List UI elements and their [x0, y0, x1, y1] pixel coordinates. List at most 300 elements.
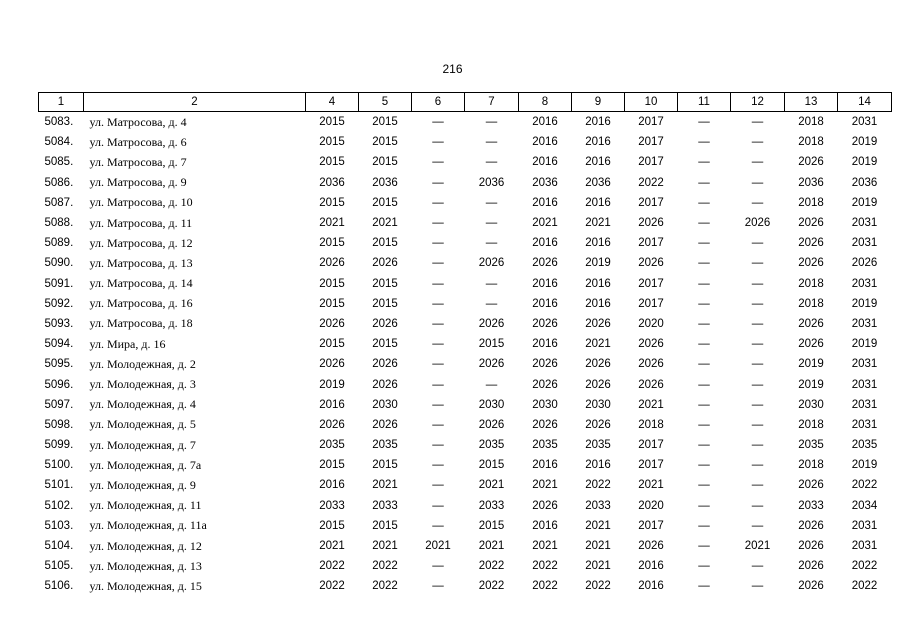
year-cell: 2016	[585, 237, 611, 250]
year-cell: 2015	[319, 277, 345, 290]
year-cell: 2026	[585, 358, 611, 371]
address-cell: ул. Молодежная, д. 7а	[89, 457, 202, 472]
year-cell: 2016	[532, 297, 558, 310]
year-cell: —	[751, 237, 764, 250]
year-cell: 2017	[638, 439, 664, 452]
address-cell: ул. Молодежная, д. 3	[89, 377, 196, 392]
year-cell: 2015	[372, 519, 398, 532]
year-cell: 2026	[798, 156, 824, 169]
year-cell: 2021	[532, 217, 558, 230]
row-number: 5090.	[44, 257, 74, 270]
year-cell: 2016	[319, 398, 345, 411]
year-cell: 2031	[851, 358, 878, 371]
address-cell: ул. Матросова, д. 18	[89, 316, 193, 331]
year-cell: 2019	[851, 156, 878, 169]
year-cell: 2022	[851, 580, 878, 593]
year-cell: 2031	[851, 418, 878, 431]
year-cell: 2022	[478, 580, 505, 593]
year-cell: 2036	[585, 176, 611, 189]
address-cell: ул. Матросова, д. 10	[89, 195, 193, 210]
year-cell: 2015	[372, 196, 398, 209]
year-cell: —	[751, 257, 764, 270]
year-cell: 2019	[851, 196, 878, 209]
year-cell: 2019	[851, 459, 878, 472]
year-cell: —	[485, 156, 498, 169]
year-cell: 2022	[319, 580, 345, 593]
year-cell: 2019	[585, 257, 611, 270]
year-cell: 2019	[798, 358, 824, 371]
year-cell: 2015	[372, 116, 398, 129]
year-cell: —	[432, 378, 444, 391]
year-cell: —	[751, 418, 764, 431]
year-cell: 2016	[585, 196, 611, 209]
year-cell: 2026	[638, 257, 664, 270]
year-cell: 2036	[798, 176, 824, 189]
year-cell: —	[432, 257, 444, 270]
year-cell: 2031	[851, 317, 878, 330]
year-cell: 2015	[319, 196, 345, 209]
year-cell: —	[751, 297, 764, 310]
year-cell: —	[698, 277, 710, 290]
year-cell: 2016	[532, 277, 558, 290]
year-cell: 2021	[585, 560, 611, 573]
year-cell: 2035	[319, 439, 345, 452]
year-cell: 2015	[372, 459, 398, 472]
table-row	[39, 274, 892, 294]
table-row	[39, 233, 892, 253]
year-cell: —	[698, 338, 710, 351]
year-cell: 2026	[798, 257, 824, 270]
address-cell: ул. Молодежная, д. 15	[89, 578, 202, 593]
year-cell: —	[432, 479, 444, 492]
year-cell: —	[751, 358, 764, 371]
table-row	[39, 374, 892, 394]
row-number: 5100.	[44, 459, 74, 472]
row-number: 5103.	[44, 519, 74, 532]
year-cell: 2033	[798, 499, 824, 512]
year-cell: 2021	[585, 540, 611, 553]
year-cell: 2026	[744, 217, 771, 230]
year-cell: 2035	[585, 439, 611, 452]
year-cell: —	[485, 297, 498, 310]
year-cell: 2015	[372, 297, 398, 310]
year-cell: 2026	[478, 317, 505, 330]
year-cell: 2026	[532, 317, 558, 330]
year-cell: 2015	[372, 136, 398, 149]
address-cell: ул. Молодежная, д. 2	[89, 356, 196, 371]
year-cell: 2030	[585, 398, 611, 411]
year-cell: 2016	[638, 560, 664, 573]
year-cell: 2021	[478, 540, 505, 553]
year-cell: —	[485, 136, 498, 149]
year-cell: —	[751, 398, 764, 411]
year-cell: 2021	[319, 217, 345, 230]
year-cell: 2016	[585, 116, 611, 129]
year-cell: 2018	[798, 459, 824, 472]
year-cell: 2021	[585, 338, 611, 351]
year-cell: 2022	[851, 479, 878, 492]
year-cell: 2018	[798, 116, 824, 129]
year-cell: 2015	[372, 277, 398, 290]
address-cell: ул. Матросова, д. 16	[89, 296, 193, 311]
year-cell: 2026	[532, 499, 558, 512]
column-header: 2	[84, 93, 306, 112]
address-cell: ул. Матросова, д. 6	[89, 134, 187, 149]
year-cell: 2026	[372, 358, 398, 371]
year-cell: —	[432, 297, 444, 310]
year-cell: 2015	[319, 338, 345, 351]
year-cell: —	[432, 237, 444, 250]
address-cell: ул. Матросова, д. 12	[89, 235, 193, 250]
address-cell: ул. Матросова, д. 4	[89, 114, 187, 129]
table-row	[39, 354, 892, 374]
table-row	[39, 253, 892, 273]
year-cell: 2017	[638, 519, 664, 532]
year-cell: 2026	[532, 358, 558, 371]
year-cell: 2016	[585, 136, 611, 149]
address-cell: ул. Молодежная, д. 7	[89, 437, 196, 452]
year-cell: 2026	[478, 418, 505, 431]
table-row	[39, 435, 892, 455]
year-cell: —	[751, 479, 764, 492]
year-cell: —	[432, 560, 444, 573]
table-row	[39, 173, 892, 193]
year-cell: 2030	[798, 398, 824, 411]
year-cell: 2018	[798, 297, 824, 310]
row-number: 5092.	[44, 297, 74, 310]
year-cell: 2033	[372, 499, 398, 512]
year-cell: 2021	[372, 479, 398, 492]
address-cell: ул. Молодежная, д. 12	[89, 538, 202, 553]
year-cell: 2020	[638, 317, 664, 330]
year-cell: 2026	[372, 317, 398, 330]
year-cell: —	[698, 540, 710, 553]
year-cell: 2034	[851, 499, 878, 512]
year-cell: 2026	[798, 338, 824, 351]
year-cell: 2026	[798, 217, 824, 230]
row-number: 5086.	[44, 176, 74, 189]
year-cell: 2015	[319, 136, 345, 149]
year-cell: —	[698, 297, 710, 310]
column-header: 6	[412, 93, 465, 112]
year-cell: 2021	[585, 217, 611, 230]
year-cell: —	[751, 560, 764, 573]
year-cell: 2015	[372, 237, 398, 250]
row-number: 5104.	[44, 540, 74, 553]
address-cell: ул. Матросова, д. 14	[89, 276, 193, 291]
year-cell: 2022	[585, 580, 611, 593]
year-cell: 2017	[638, 196, 664, 209]
address-cell: ул. Молодежная, д. 4	[89, 397, 196, 412]
address-cell: ул. Матросова, д. 9	[89, 175, 187, 190]
year-cell: 2018	[638, 418, 664, 431]
year-cell: 2022	[585, 479, 611, 492]
year-cell: 2019	[319, 378, 345, 391]
year-cell: 2019	[851, 338, 878, 351]
year-cell: 2017	[638, 459, 664, 472]
row-number: 5091.	[44, 277, 74, 290]
year-cell: 2033	[478, 499, 505, 512]
column-header: 4	[306, 93, 359, 112]
year-cell: 2026	[798, 580, 824, 593]
year-cell: 2015	[372, 156, 398, 169]
column-header: 8	[519, 93, 572, 112]
year-cell: 2026	[798, 479, 824, 492]
year-cell: —	[432, 277, 444, 290]
year-cell: —	[751, 196, 764, 209]
table-row	[39, 152, 892, 172]
year-cell: 2026	[798, 540, 824, 553]
year-cell: —	[432, 418, 444, 431]
year-cell: 2016	[585, 297, 611, 310]
year-cell: 2026	[532, 257, 558, 270]
year-cell: —	[698, 378, 710, 391]
year-cell: —	[751, 136, 764, 149]
year-cell: 2018	[798, 277, 824, 290]
year-cell: —	[432, 519, 444, 532]
table-row	[39, 536, 892, 556]
year-cell: 2026	[851, 257, 878, 270]
year-cell: 2031	[851, 378, 878, 391]
year-cell: —	[485, 277, 498, 290]
year-cell: 2022	[851, 560, 878, 573]
table-row	[39, 576, 892, 596]
table-row	[39, 314, 892, 334]
year-cell: —	[432, 499, 444, 512]
year-cell: 2018	[798, 136, 824, 149]
address-cell: ул. Молодежная, д. 11а	[89, 518, 207, 533]
year-cell: 2026	[319, 317, 345, 330]
row-number: 5105.	[44, 560, 74, 573]
year-cell: —	[432, 196, 444, 209]
year-cell: 2031	[851, 237, 878, 250]
year-cell: 2036	[372, 176, 398, 189]
year-cell: 2036	[851, 176, 878, 189]
year-cell: 2026	[319, 257, 345, 270]
year-cell: —	[698, 398, 710, 411]
year-cell: 2026	[319, 418, 345, 431]
year-cell: —	[432, 459, 444, 472]
year-cell: —	[751, 338, 764, 351]
year-cell: —	[432, 156, 444, 169]
year-cell: 2031	[851, 398, 878, 411]
year-cell: 2016	[532, 338, 558, 351]
year-cell: 2021	[478, 479, 505, 492]
year-cell: 2026	[638, 217, 664, 230]
year-cell: —	[432, 580, 444, 593]
year-cell: —	[432, 358, 444, 371]
table-row	[39, 475, 892, 495]
year-cell: 2018	[798, 196, 824, 209]
year-cell: —	[485, 196, 498, 209]
year-cell: 2016	[638, 580, 664, 593]
year-cell: 2026	[638, 338, 664, 351]
year-cell: —	[432, 116, 444, 129]
year-cell: 2026	[319, 358, 345, 371]
year-cell: 2026	[372, 378, 398, 391]
column-header: 12	[731, 93, 785, 112]
year-cell: 2026	[585, 317, 611, 330]
address-cell: ул. Матросова, д. 13	[89, 255, 193, 270]
year-cell: 2030	[478, 398, 505, 411]
year-cell: 2026	[798, 237, 824, 250]
year-cell: —	[751, 459, 764, 472]
address-cell: ул. Молодежная, д. 5	[89, 417, 196, 432]
year-cell: 2026	[532, 378, 558, 391]
year-cell: 2019	[798, 378, 824, 391]
year-cell: 2019	[851, 297, 878, 310]
row-number: 5088.	[44, 217, 74, 230]
year-cell: —	[698, 196, 710, 209]
column-header: 7	[465, 93, 519, 112]
row-number: 5102.	[44, 499, 74, 512]
row-number: 5093.	[44, 317, 74, 330]
year-cell: —	[698, 479, 710, 492]
year-cell: 2021	[372, 217, 398, 230]
row-number: 5096.	[44, 378, 74, 391]
year-cell: —	[485, 217, 498, 230]
year-cell: —	[751, 176, 764, 189]
year-cell: —	[698, 257, 710, 270]
year-cell: —	[698, 317, 710, 330]
year-cell: 2015	[478, 519, 505, 532]
year-cell: 2026	[798, 519, 824, 532]
table-row	[39, 213, 892, 233]
row-number: 5101.	[44, 479, 74, 492]
year-cell: 2016	[532, 459, 558, 472]
year-cell: 2036	[478, 176, 505, 189]
year-cell: 2026	[372, 418, 398, 431]
column-header: 1	[39, 93, 84, 112]
year-cell: —	[698, 358, 710, 371]
year-cell: —	[698, 418, 710, 431]
year-cell: 2015	[319, 459, 345, 472]
year-cell: —	[485, 116, 498, 129]
year-cell: 2035	[478, 439, 505, 452]
year-cell: —	[485, 237, 498, 250]
year-cell: 2022	[532, 560, 558, 573]
year-cell: 2026	[798, 560, 824, 573]
year-cell: —	[432, 338, 444, 351]
address-cell: ул. Молодежная, д. 9	[89, 477, 196, 492]
year-cell: 2021	[638, 398, 664, 411]
row-number: 5087.	[44, 196, 74, 209]
year-cell: —	[432, 136, 444, 149]
year-cell: —	[751, 116, 764, 129]
year-cell: 2031	[851, 116, 878, 129]
column-header: 5	[359, 93, 412, 112]
year-cell: 2026	[638, 378, 664, 391]
year-cell: 2016	[532, 196, 558, 209]
column-header: 14	[838, 93, 892, 112]
row-number: 5095.	[44, 358, 74, 371]
year-cell: 2030	[372, 398, 398, 411]
year-cell: 2015	[478, 338, 505, 351]
column-header: 9	[572, 93, 625, 112]
year-cell: 2026	[585, 418, 611, 431]
year-cell: 2033	[585, 499, 611, 512]
table-row	[39, 556, 892, 576]
year-cell: 2031	[851, 217, 878, 230]
year-cell: —	[698, 499, 710, 512]
table-row	[39, 516, 892, 536]
year-cell: —	[698, 459, 710, 472]
year-cell: 2022	[638, 176, 664, 189]
year-cell: 2026	[585, 378, 611, 391]
year-cell: 2021	[585, 519, 611, 532]
year-cell: 2033	[319, 499, 345, 512]
year-cell: 2021	[744, 540, 771, 553]
year-cell: 2016	[532, 237, 558, 250]
year-cell: 2026	[478, 257, 505, 270]
table-row	[39, 496, 892, 516]
address-cell: ул. Матросова, д. 7	[89, 154, 187, 169]
year-cell: —	[432, 398, 444, 411]
year-cell: 2021	[319, 540, 345, 553]
row-number: 5083.	[44, 116, 74, 129]
year-cell: —	[751, 156, 764, 169]
address-cell: ул. Мира, д. 16	[89, 336, 166, 351]
year-cell: —	[751, 580, 764, 593]
year-cell: —	[698, 156, 710, 169]
year-cell: 2015	[372, 338, 398, 351]
year-cell: 2017	[638, 136, 664, 149]
row-number: 5094.	[44, 338, 74, 351]
year-cell: 2017	[638, 116, 664, 129]
row-number: 5085.	[44, 156, 74, 169]
year-cell: 2035	[372, 439, 398, 452]
year-cell: 2021	[425, 540, 451, 553]
year-cell: 2021	[372, 540, 398, 553]
year-cell: 2022	[372, 580, 398, 593]
year-cell: 2026	[798, 317, 824, 330]
year-cell: 2016	[585, 277, 611, 290]
year-cell: 2026	[478, 358, 505, 371]
year-cell: 2031	[851, 277, 878, 290]
year-cell: 2015	[319, 519, 345, 532]
year-cell: 2018	[798, 418, 824, 431]
year-cell: 2015	[478, 459, 505, 472]
year-cell: —	[698, 237, 710, 250]
year-cell: 2026	[532, 418, 558, 431]
year-cell: —	[751, 499, 764, 512]
table-row	[39, 193, 892, 213]
year-cell: 2016	[585, 156, 611, 169]
year-cell: —	[751, 519, 764, 532]
row-number: 5106.	[44, 580, 74, 593]
year-cell: —	[698, 519, 710, 532]
year-cell: 2021	[532, 540, 558, 553]
year-cell: 2022	[478, 560, 505, 573]
year-cell: 2016	[532, 136, 558, 149]
row-number: 5098.	[44, 418, 74, 431]
year-cell: 2017	[638, 237, 664, 250]
year-cell: 2022	[372, 560, 398, 573]
year-cell: —	[698, 136, 710, 149]
table-row	[39, 334, 892, 354]
year-cell: —	[432, 217, 444, 230]
year-cell: 2015	[319, 237, 345, 250]
table-row	[39, 415, 892, 435]
year-cell: —	[698, 560, 710, 573]
row-number: 5089.	[44, 237, 74, 250]
housing-schedule-table	[38, 92, 892, 597]
row-number: 5099.	[44, 439, 74, 452]
row-number: 5097.	[44, 398, 74, 411]
year-cell: 2036	[319, 176, 345, 189]
table-row	[39, 395, 892, 415]
year-cell: —	[751, 378, 764, 391]
